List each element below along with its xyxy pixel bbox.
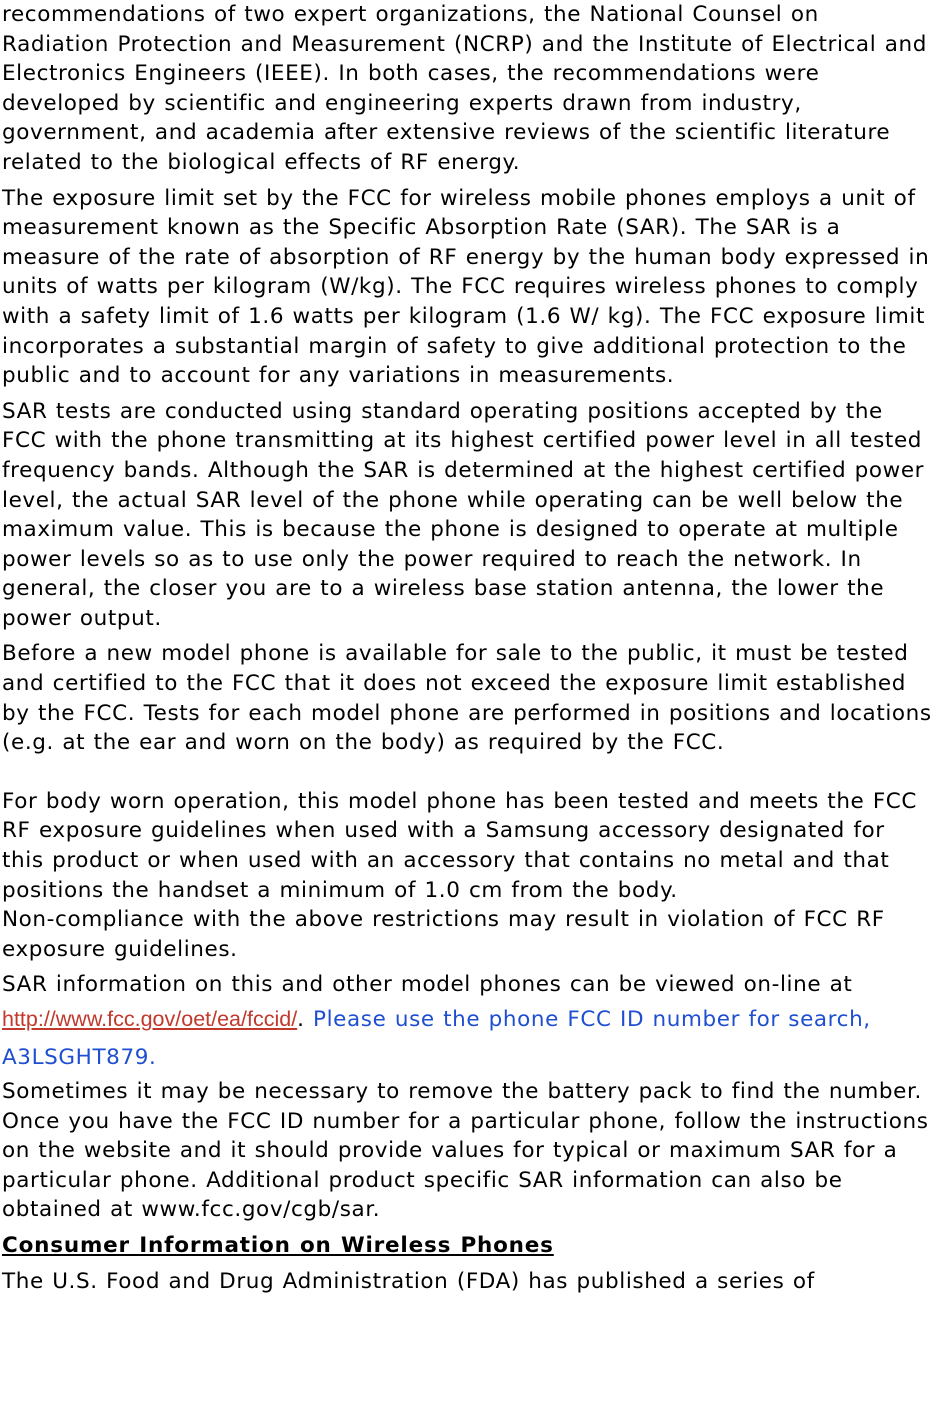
paragraph-gap (2, 758, 932, 787)
paragraph-sar-info-rest: Sometimes it may be necessary to remove the battery pack to find the number. Once you have the FCC ID number for a particular phone, follow the instructions on the website and it should provide values for typical or maximum SAR for a particular phone. Additional product specific SAR information can also be obtained at www.fcc.gov/cgb/sar. (2, 1079, 929, 1223)
section-heading-consumer-information: Consumer Information on Wireless Phones (2, 1232, 554, 1258)
sar-info-link-line (2, 1000, 932, 1077)
link-period: . (297, 1007, 305, 1032)
document-page (2, 0, 932, 1296)
paragraph-body-worn: For body worn operation, this model phone has been tested and meets the FCC RF exposure guidelines when used with a Samsung accessory designated for this product or when used with an accessory that contains no metal and that positions the handset a minimum of 1.0 cm from the body. (2, 788, 918, 903)
fcc-id-search-instruction: Please use the phone FCC ID number for search, A3LSGHT879. (2, 1007, 871, 1070)
paragraph-fda: The U.S. Food and Drug Administration (FDA) has published a series of (2, 1268, 815, 1294)
paragraph-non-compliance: Non-compliance with the above restrictions may result in violation of FCC RF exposure guidelines. (2, 907, 885, 962)
paragraph-recommendations: recommendations of two expert organizations, the National Counsel on Radiation Protection and Measurement (NCRP) and the Institute of Electrical and Electronics Engineers (IEEE). In both cases, the recommendations were developed by scientific and engineering experts drawn from industry, government, and academia after extensive reviews of the scientific literature related to the biological effects of RF energy. (2, 2, 927, 175)
paragraph-sar-info-intro: SAR information on this and other model phones can be viewed on-line at (2, 972, 853, 998)
paragraph-sar-tests: SAR tests are conducted using standard operating positions accepted by the FCC with the phone transmitting at its highest certified power level in all tested frequency bands. Although the SAR is determined at the highest certified power level, the actual SAR level of the phone while operating can be well below the maximum value. This is because the phone is designed to operate at multiple power levels so as to use only the power required to reach the network. In general, the closer you are to a wireless base station antenna, the lower the power output. (2, 398, 925, 631)
paragraph-exposure-limit: The exposure limit set by the FCC for wireless mobile phones employs a unit of measurement known as the Specific Absorption Rate (SAR). The SAR is a measure of the rate of absorption of RF energy by the human body expressed in units of watts per kilogram (W/kg). The FCC requires wireless phones to comply with a safety limit of 1.6 watts per kilogram (1.6 W/ kg). The FCC exposure limit incorporates a substantial margin of safety to give additional protection to the public and to account for any variations in measurements. (2, 185, 930, 389)
fcc-id-link[interactable]: http://www.fcc.gov/oet/ea/fccid/ (2, 1007, 298, 1031)
paragraph-certification: Before a new model phone is available for sale to the public, it must be tested and certified to the FCC that it does not exceed the exposure limit established by the FCC. Tests for each model phone are performed in positions and locations (e.g. at the ear and worn on the body) as required by the FCC. (2, 641, 932, 756)
